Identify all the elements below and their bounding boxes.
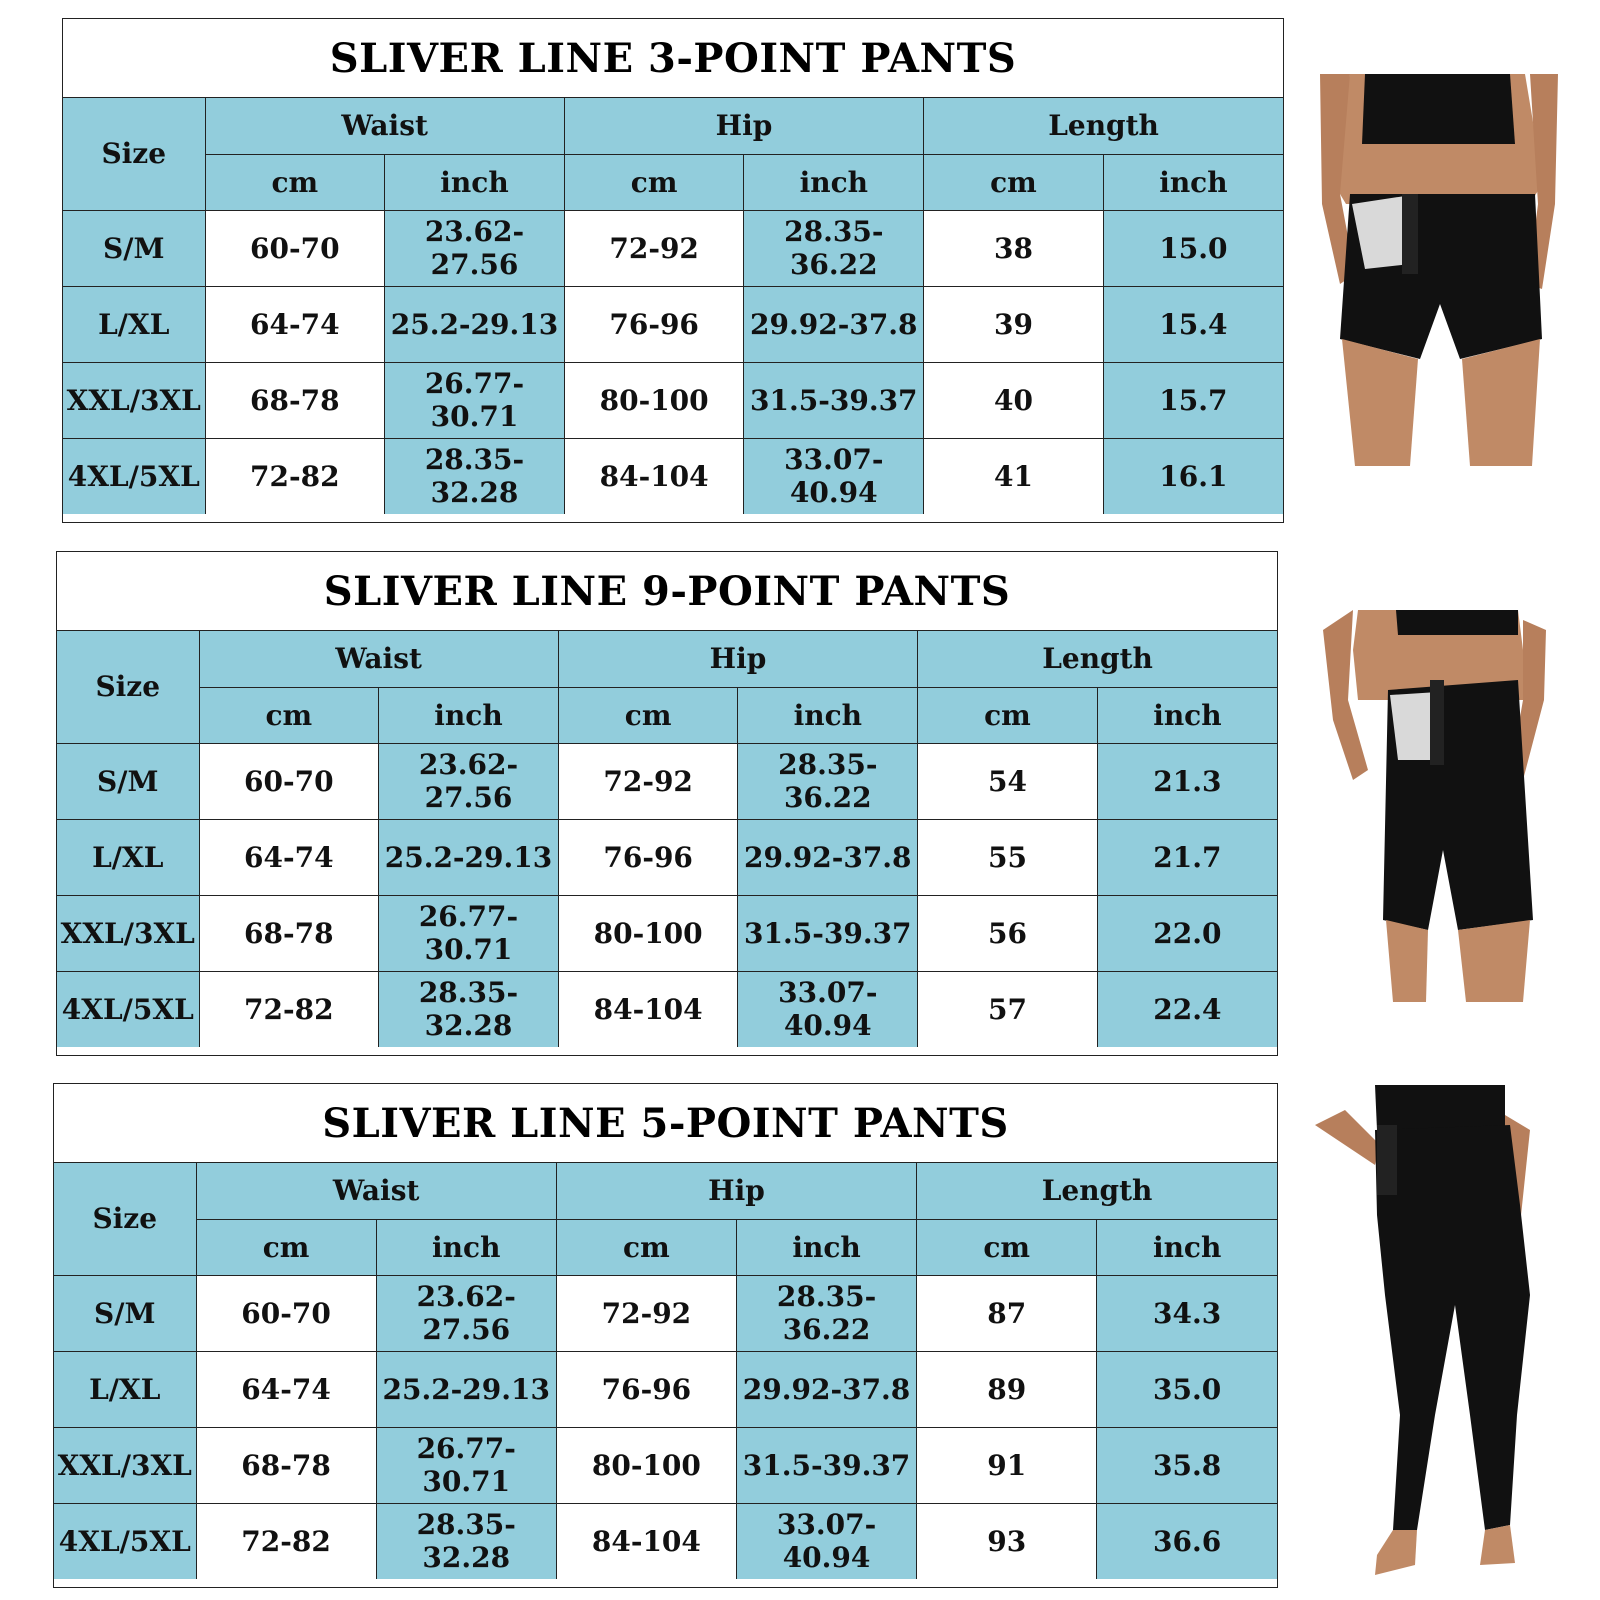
unit-header: cm bbox=[558, 687, 738, 743]
length-inch-cell: 16.1 bbox=[1103, 438, 1283, 514]
hip-header: Hip bbox=[558, 631, 917, 687]
table-row bbox=[57, 819, 1277, 895]
size-header: Size bbox=[63, 98, 205, 210]
waist-inch-cell: 23.62-27.56 bbox=[379, 743, 559, 819]
waist-inch-cell: 26.77-30.71 bbox=[376, 1427, 556, 1503]
unit-header: inch bbox=[738, 687, 918, 743]
hip-inch-cell: 33.07-40.94 bbox=[738, 971, 918, 1047]
waist-cm-cell: 68-78 bbox=[205, 362, 385, 438]
unit-header: cm bbox=[199, 687, 379, 743]
length-cm-cell: 40 bbox=[924, 362, 1104, 438]
length-inch-cell: 36.6 bbox=[1097, 1503, 1277, 1579]
table-row bbox=[63, 210, 1283, 286]
waist-inch-cell: 23.62-27.56 bbox=[376, 1275, 556, 1351]
unit-header: cm bbox=[564, 154, 744, 210]
table-row bbox=[63, 362, 1283, 438]
size-header: Size bbox=[57, 631, 199, 743]
unit-header: inch bbox=[379, 687, 559, 743]
unit-header: cm bbox=[556, 1219, 736, 1275]
length-inch-cell: 15.0 bbox=[1103, 210, 1283, 286]
length-inch-cell: 35.0 bbox=[1097, 1351, 1277, 1427]
unit-header: inch bbox=[385, 154, 565, 210]
length-inch-cell: 15.4 bbox=[1103, 286, 1283, 362]
table-row bbox=[63, 286, 1283, 362]
length-inch-cell: 21.3 bbox=[1097, 743, 1277, 819]
hip-header: Hip bbox=[556, 1163, 916, 1219]
unit-header: inch bbox=[736, 1219, 916, 1275]
waist-cm-cell: 68-78 bbox=[196, 1427, 376, 1503]
waist-inch-cell: 26.77-30.71 bbox=[385, 362, 565, 438]
hip-inch-cell: 29.92-37.8 bbox=[736, 1351, 916, 1427]
size-cell: 4XL/5XL bbox=[57, 971, 199, 1047]
hip-inch-cell: 31.5-39.37 bbox=[738, 895, 918, 971]
size-table bbox=[54, 1163, 1277, 1579]
product-photo-3-point-pants bbox=[1310, 74, 1565, 466]
table-row bbox=[54, 1503, 1277, 1579]
size-cell: 4XL/5XL bbox=[54, 1503, 196, 1579]
length-cm-cell: 91 bbox=[917, 1427, 1097, 1503]
model-shorts-illustration bbox=[1310, 74, 1565, 466]
waist-cm-cell: 72-82 bbox=[199, 971, 379, 1047]
hip-inch-cell: 29.92-37.8 bbox=[744, 286, 924, 362]
size-cell: L/XL bbox=[63, 286, 205, 362]
unit-header: cm bbox=[917, 1219, 1097, 1275]
waist-cm-cell: 60-70 bbox=[199, 743, 379, 819]
waist-inch-cell: 25.2-29.13 bbox=[385, 286, 565, 362]
length-cm-cell: 54 bbox=[918, 743, 1098, 819]
table-row bbox=[63, 438, 1283, 514]
hip-header: Hip bbox=[564, 98, 923, 154]
size-cell: L/XL bbox=[54, 1351, 196, 1427]
length-inch-cell: 34.3 bbox=[1097, 1275, 1277, 1351]
waist-header: Waist bbox=[205, 98, 564, 154]
size-cell: S/M bbox=[54, 1275, 196, 1351]
size-chart-5-point bbox=[53, 1083, 1278, 1588]
hip-inch-cell: 33.07-40.94 bbox=[736, 1503, 916, 1579]
length-cm-cell: 93 bbox=[917, 1503, 1097, 1579]
unit-header: inch bbox=[744, 154, 924, 210]
size-cell: S/M bbox=[63, 210, 205, 286]
size-cell: L/XL bbox=[57, 819, 199, 895]
table-row bbox=[57, 971, 1277, 1047]
length-cm-cell: 57 bbox=[918, 971, 1098, 1047]
hip-cm-cell: 76-96 bbox=[556, 1351, 736, 1427]
table-row bbox=[54, 1275, 1277, 1351]
chart-title: SLIVER LINE 3-POINT PANTS bbox=[63, 19, 1283, 98]
length-cm-cell: 38 bbox=[924, 210, 1104, 286]
size-table bbox=[63, 98, 1283, 514]
length-inch-cell: 15.7 bbox=[1103, 362, 1283, 438]
unit-header: cm bbox=[196, 1219, 376, 1275]
chart-title: SLIVER LINE 9-POINT PANTS bbox=[57, 552, 1277, 631]
hip-inch-cell: 28.35-36.22 bbox=[744, 210, 924, 286]
unit-header: inch bbox=[1103, 154, 1283, 210]
waist-cm-cell: 60-70 bbox=[205, 210, 385, 286]
size-table bbox=[57, 631, 1277, 1047]
unit-header: cm bbox=[918, 687, 1098, 743]
length-inch-cell: 22.0 bbox=[1097, 895, 1277, 971]
hip-cm-cell: 84-104 bbox=[556, 1503, 736, 1579]
size-header: Size bbox=[54, 1163, 196, 1275]
unit-header: cm bbox=[924, 154, 1104, 210]
hip-cm-cell: 76-96 bbox=[558, 819, 738, 895]
unit-header: inch bbox=[1097, 687, 1277, 743]
length-inch-cell: 22.4 bbox=[1097, 971, 1277, 1047]
table-row bbox=[54, 1427, 1277, 1503]
unit-header: cm bbox=[205, 154, 385, 210]
size-chart-3-point bbox=[62, 18, 1284, 523]
chart-title: SLIVER LINE 5-POINT PANTS bbox=[54, 1084, 1277, 1163]
hip-cm-cell: 80-100 bbox=[556, 1427, 736, 1503]
length-header: Length bbox=[918, 631, 1277, 687]
waist-cm-cell: 60-70 bbox=[196, 1275, 376, 1351]
waist-inch-cell: 28.35-32.28 bbox=[379, 971, 559, 1047]
hip-cm-cell: 72-92 bbox=[558, 743, 738, 819]
hip-cm-cell: 84-104 bbox=[558, 971, 738, 1047]
hip-cm-cell: 72-92 bbox=[564, 210, 744, 286]
waist-inch-cell: 28.35-32.28 bbox=[376, 1503, 556, 1579]
size-cell: 4XL/5XL bbox=[63, 438, 205, 514]
length-cm-cell: 55 bbox=[918, 819, 1098, 895]
size-chart-9-point bbox=[56, 551, 1278, 1056]
unit-header: inch bbox=[376, 1219, 556, 1275]
waist-inch-cell: 25.2-29.13 bbox=[379, 819, 559, 895]
waist-header: Waist bbox=[196, 1163, 556, 1219]
table-row bbox=[57, 743, 1277, 819]
unit-header: inch bbox=[1097, 1219, 1277, 1275]
size-cell: XXL/3XL bbox=[63, 362, 205, 438]
size-cell: S/M bbox=[57, 743, 199, 819]
table-row bbox=[57, 895, 1277, 971]
hip-cm-cell: 76-96 bbox=[564, 286, 744, 362]
table-row bbox=[54, 1351, 1277, 1427]
hip-cm-cell: 72-92 bbox=[556, 1275, 736, 1351]
hip-inch-cell: 28.35-36.22 bbox=[736, 1275, 916, 1351]
product-photo-9-point-pants bbox=[1318, 610, 1550, 1002]
waist-header: Waist bbox=[199, 631, 558, 687]
hip-inch-cell: 31.5-39.37 bbox=[736, 1427, 916, 1503]
waist-inch-cell: 28.35-32.28 bbox=[385, 438, 565, 514]
hip-cm-cell: 84-104 bbox=[564, 438, 744, 514]
hip-cm-cell: 80-100 bbox=[564, 362, 744, 438]
hip-cm-cell: 80-100 bbox=[558, 895, 738, 971]
waist-inch-cell: 25.2-29.13 bbox=[376, 1351, 556, 1427]
model-knee-pants-illustration bbox=[1318, 610, 1550, 1002]
length-cm-cell: 89 bbox=[917, 1351, 1097, 1427]
waist-cm-cell: 64-74 bbox=[199, 819, 379, 895]
length-inch-cell: 21.7 bbox=[1097, 819, 1277, 895]
model-leggings-illustration bbox=[1305, 1085, 1545, 1585]
length-header: Length bbox=[917, 1163, 1277, 1219]
hip-inch-cell: 28.35-36.22 bbox=[738, 743, 918, 819]
waist-cm-cell: 64-74 bbox=[196, 1351, 376, 1427]
hip-inch-cell: 29.92-37.8 bbox=[738, 819, 918, 895]
size-cell: XXL/3XL bbox=[57, 895, 199, 971]
hip-inch-cell: 31.5-39.37 bbox=[744, 362, 924, 438]
waist-cm-cell: 72-82 bbox=[196, 1503, 376, 1579]
length-cm-cell: 39 bbox=[924, 286, 1104, 362]
length-cm-cell: 87 bbox=[917, 1275, 1097, 1351]
waist-cm-cell: 64-74 bbox=[205, 286, 385, 362]
product-photo-5-point-pants bbox=[1305, 1085, 1545, 1585]
length-inch-cell: 35.8 bbox=[1097, 1427, 1277, 1503]
length-header: Length bbox=[924, 98, 1283, 154]
waist-cm-cell: 72-82 bbox=[205, 438, 385, 514]
hip-inch-cell: 33.07-40.94 bbox=[744, 438, 924, 514]
waist-inch-cell: 23.62-27.56 bbox=[385, 210, 565, 286]
waist-cm-cell: 68-78 bbox=[199, 895, 379, 971]
length-cm-cell: 56 bbox=[918, 895, 1098, 971]
length-cm-cell: 41 bbox=[924, 438, 1104, 514]
waist-inch-cell: 26.77-30.71 bbox=[379, 895, 559, 971]
size-cell: XXL/3XL bbox=[54, 1427, 196, 1503]
